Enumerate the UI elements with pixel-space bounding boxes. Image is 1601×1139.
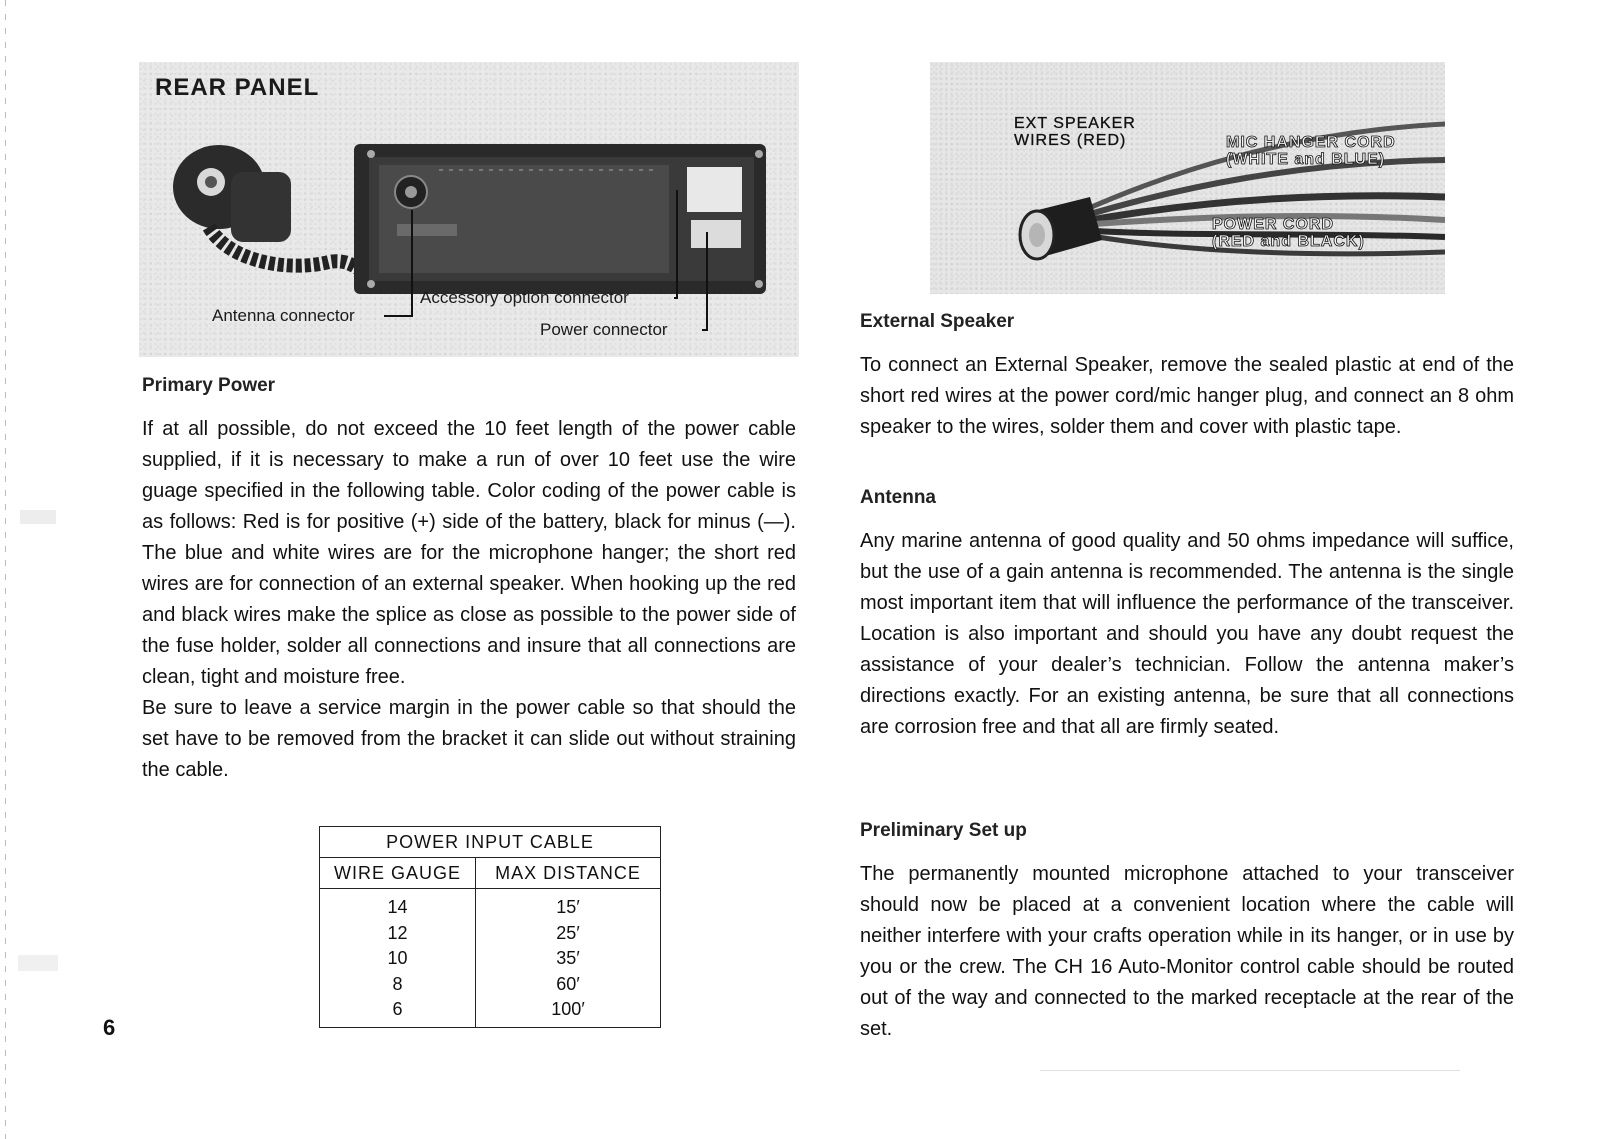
antenna-connector-callout: Antenna connector: [212, 306, 355, 325]
scan-margin-line: [5, 0, 6, 1139]
rear-panel-title: REAR PANEL: [155, 74, 320, 101]
max-distance-cell: 35′: [556, 948, 580, 969]
column-header-wire-gauge: WIRE GAUGE: [320, 858, 476, 889]
antenna-heading: Antenna: [860, 487, 936, 508]
power-cord-illustration: [930, 62, 1445, 294]
table-row: [320, 889, 661, 921]
table-row: [320, 921, 661, 947]
preliminary-setup-paragraph: The permanently mounted microphone attached to your transceiver should now be placed at a convenient location where the cable will neither interfere with your crafts operation while in its hanger, or in use by you or the crew. The CH 16 Auto-Monitor control cable should be routed out of the way and connected to the marked receptacle at the rear of the set.: [860, 863, 1514, 1040]
power-cord-label: POWER CORD (RED and BLACK): [1212, 216, 1365, 250]
primary-power-heading: Primary Power: [142, 375, 276, 396]
max-distance-cell: 60′: [556, 973, 580, 994]
table-row: [320, 997, 661, 1027]
plug-connector: [1020, 197, 1102, 259]
antenna-paragraph: Any marine antenna of good quality and 50 ohms impedance will suffice, but the use of a gain antenna is recommended. The antenna is the single most important item that will influence the performance of the transceiver. Location is also important and should you have any doubt request the assistance of your dealer’s technician. Follow the antenna maker’s directions exactly. For an existing antenna, be sure that all connections are corrosion free and that all are firmly seated.: [860, 530, 1514, 738]
table-row: [320, 972, 661, 998]
external-speaker-heading: External Speaker: [860, 311, 1015, 332]
max-distance-cell: 25′: [556, 922, 580, 943]
column-header-max-distance: MAX DISTANCE: [476, 858, 661, 889]
radio-chassis: [354, 144, 766, 294]
power-input-cable-table: [319, 826, 661, 1028]
max-distance-cell: 100′: [551, 999, 585, 1020]
preliminary-setup-heading: Preliminary Set up: [860, 820, 1027, 841]
wire-gauge-cell: 12: [320, 921, 476, 947]
mic-hanger-cord-label: MIC HANGER CORD (WHITE and BLUE): [1226, 134, 1396, 168]
rear-panel-photo: [139, 62, 799, 357]
page-number: 6: [103, 1015, 116, 1040]
power-connector-callout: Power connector: [540, 320, 668, 339]
scan-speck: [1040, 1070, 1460, 1071]
primary-power-paragraph-1: If at all possible, do not exceed the 10 feet length of the power cable supplied, if it is necessary to make a run of over 10 feet use the wire guage specified in the following table. Color coding of the power cable is as follows: Red is for positive (+) side of the battery, black for minus (—). The blue and white wires are for the microphone hanger; the short red wires are for connection of an external speaker. When hooking up the red and black wires make the splice as close as possible to the power side of the fuse holder, solder all connections and insure that all connections are clean, tight and moisture free.: [142, 418, 796, 688]
primary-power-paragraph-2: Be sure to leave a service margin in the power cable so that should the set have to be removed from the bracket it can slide out without straining the cable.: [142, 697, 796, 781]
max-distance-cell: 15′: [556, 897, 580, 918]
scan-speck: [18, 955, 58, 971]
external-speaker-paragraph: To connect an External Speaker, remove the sealed plastic at end of the short red wires at the power cord/mic hanger plug, and connect an 8 ohm speaker to the wires, solder them and cover with plastic tape.: [860, 354, 1514, 438]
scan-speck: [20, 510, 56, 524]
wire-gauge-cell: 6: [320, 997, 476, 1027]
microphone-illustration: [173, 145, 379, 282]
primary-power-text: [142, 414, 796, 786]
wire-gauge-cell: 14: [320, 889, 476, 921]
power-cord-photo: [930, 62, 1445, 294]
wire-gauge-cell: 8: [320, 972, 476, 998]
table-row: [320, 946, 661, 972]
table-caption: POWER INPUT CABLE: [320, 827, 661, 858]
wire-gauge-cell: 10: [320, 946, 476, 972]
accessory-connector-callout: Accessory option connector: [420, 288, 629, 307]
ext-speaker-wires-label: EXT SPEAKER WIRES (RED): [1014, 115, 1136, 149]
